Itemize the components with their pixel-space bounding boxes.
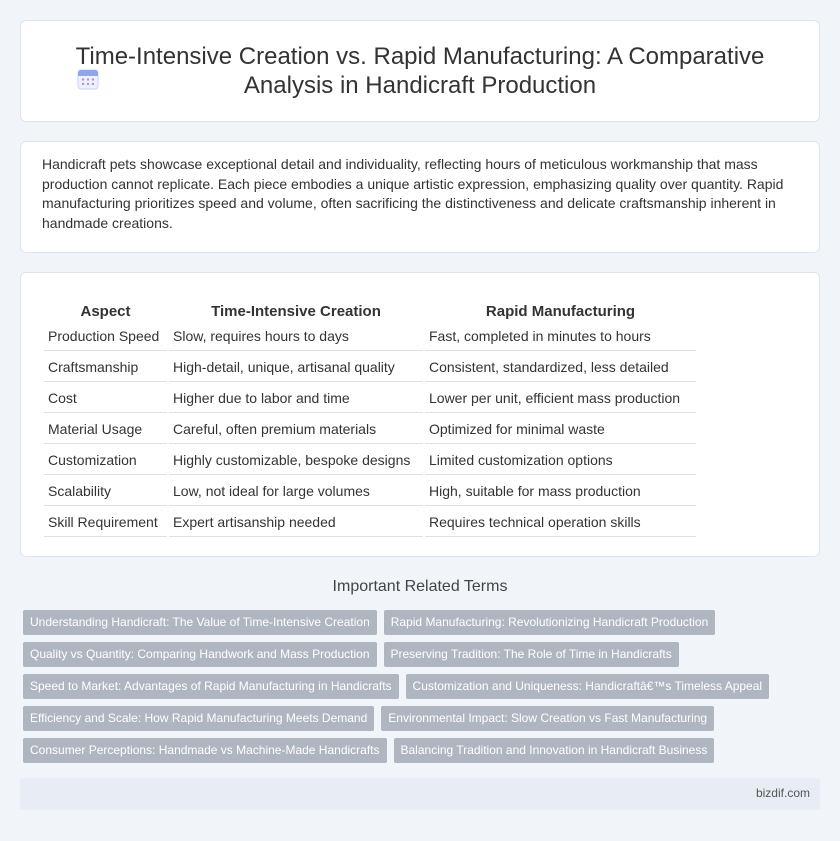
table-cell: Requires technical operation skills	[425, 508, 696, 537]
header-time-intensive: Time-Intensive Creation	[211, 303, 381, 320]
table-cell: Fast, completed in minutes to hours	[425, 322, 696, 351]
page-title: Time-Intensive Creation vs. Rapid Manufacturing: A Comparative Analysis in Handicraft Production	[75, 43, 765, 99]
related-terms-title: Important Related Terms	[332, 578, 508, 595]
table-cell: Slow, requires hours to days	[169, 322, 423, 351]
table-cell: Limited customization options	[425, 446, 696, 475]
tag-row	[23, 610, 823, 635]
table-cell: Higher due to labor and time	[169, 384, 423, 413]
table-cell: Material Usage	[44, 415, 167, 444]
table-cell: Lower per unit, efficient mass production	[425, 384, 696, 413]
tag-row	[23, 706, 823, 731]
footer-site-link[interactable]: bizdif.com	[755, 786, 810, 800]
table-cell: Skill Requirement	[44, 508, 167, 537]
table-cell: Low, not ideal for large volumes	[169, 477, 423, 506]
comparison-table	[42, 296, 698, 539]
related-term-tag[interactable]: Customization and Uniqueness: Handicraftâ€™s Timeless Appeal	[406, 674, 770, 699]
related-term-tag[interactable]: Speed to Market: Advantages of Rapid Manufacturing in Handicrafts	[23, 674, 399, 699]
table-cell: High-detail, unique, artisanal quality	[169, 353, 423, 382]
related-term-tag[interactable]: Consumer Perceptions: Handmade vs Machine-Made Handicrafts	[23, 738, 387, 763]
header-aspect: Aspect	[80, 303, 131, 320]
table-row	[44, 353, 696, 382]
tag-row	[23, 674, 823, 699]
table-cell: Optimized for minimal waste	[425, 415, 696, 444]
table-cell: Expert artisanship needed	[169, 508, 423, 537]
related-term-tag[interactable]: Rapid Manufacturing: Revolutionizing Handicraft Production	[384, 610, 716, 635]
tag-row	[23, 738, 823, 763]
intro-paragraph: Handicraft pets showcase exceptional detail and individuality, reflecting hours of meticulous workmanship that mass production cannot replicate. Each piece embodies a unique artistic expression, emphasizing quality over quantity. Rapid manufacturing prioritizes speed and volume, often sacrificing the distinctiveness and delicate craftsmanship inherent in handmade creations.	[42, 156, 784, 231]
tag-row	[23, 642, 823, 667]
table-row	[44, 415, 696, 444]
related-terms-list	[23, 610, 823, 770]
table-cell: Customization	[44, 446, 167, 475]
intro-card	[20, 141, 820, 253]
related-term-tag[interactable]: Understanding Handicraft: The Value of Time-Intensive Creation	[23, 610, 377, 635]
table-row	[44, 446, 696, 475]
table-row	[44, 384, 696, 413]
related-term-tag[interactable]: Preserving Tradition: The Role of Time in Handicrafts	[384, 642, 679, 667]
table-cell: Highly customizable, bespoke designs	[169, 446, 423, 475]
header-card	[20, 20, 820, 122]
table-cell: Consistent, standardized, less detailed	[425, 353, 696, 382]
related-term-tag[interactable]: Efficiency and Scale: How Rapid Manufacturing Meets Demand	[23, 706, 374, 731]
comparison-card	[20, 272, 820, 557]
header-rapid: Rapid Manufacturing	[485, 303, 636, 320]
table-cell: Scalability	[44, 477, 167, 506]
table-cell: Careful, often premium materials	[169, 415, 423, 444]
table-cell: Production Speed	[44, 322, 167, 351]
table-cell: Cost	[44, 384, 167, 413]
table-cell: High, suitable for mass production	[425, 477, 696, 506]
footer	[20, 778, 820, 810]
table-row	[44, 508, 696, 537]
table-cell: Craftsmanship	[44, 353, 167, 382]
table-header-row	[44, 298, 696, 320]
related-term-tag[interactable]: Environmental Impact: Slow Creation vs Fast Manufacturing	[381, 706, 714, 731]
table-row	[44, 322, 696, 351]
table-row	[44, 477, 696, 506]
related-term-tag[interactable]: Balancing Tradition and Innovation in Handicraft Business	[394, 738, 715, 763]
related-term-tag[interactable]: Quality vs Quantity: Comparing Handwork and Mass Production	[23, 642, 377, 667]
